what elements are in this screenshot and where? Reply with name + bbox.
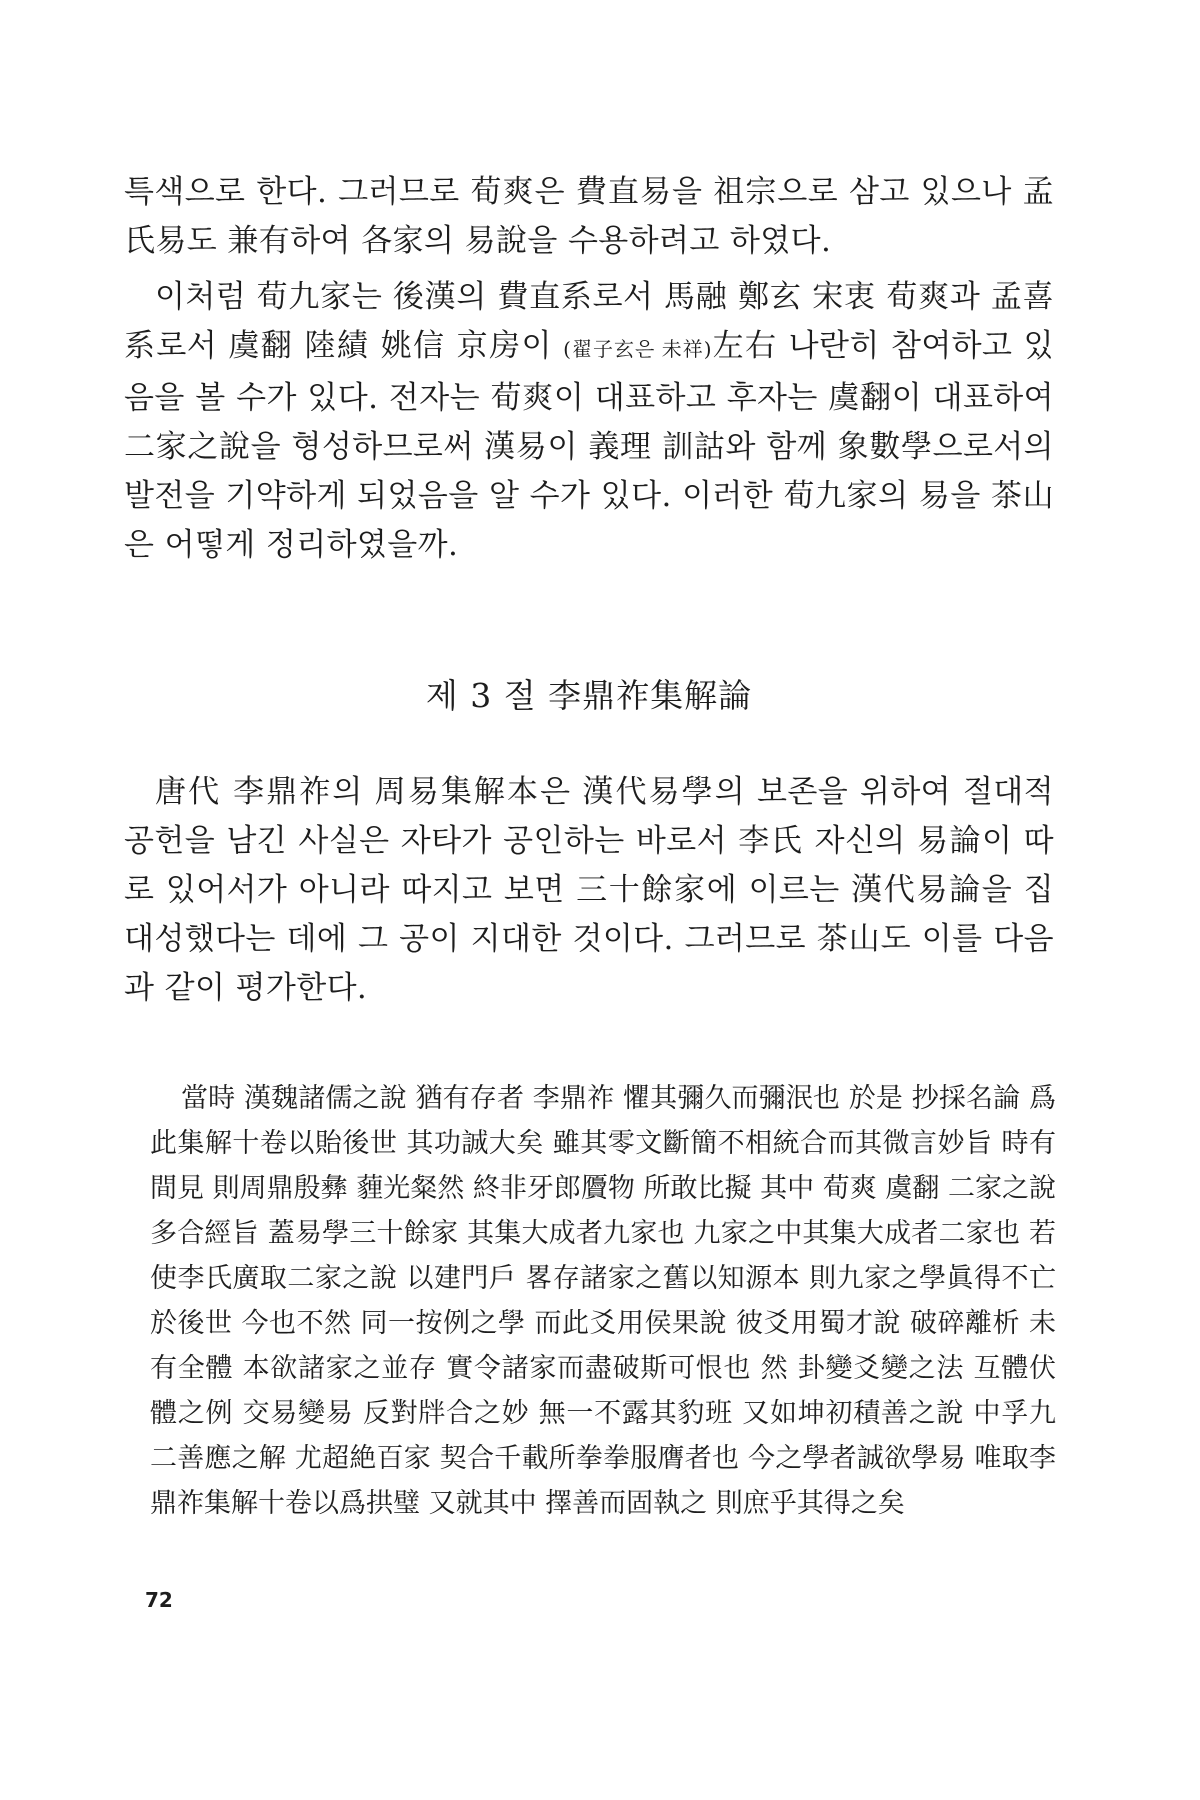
paragraph-3: 唐代 李鼎祚의 周易集解本은 漢代易學의 보존을 위하여 절대적 공헌을 남긴 사실은 자타가 공인하는 바로서 李氏 자신의 易論이 따로 있어서가 아니라 따지고 보면 三十餘家에 이르는 漢代易論을 집대성했다는 데에 그 공이 지대한 것이다. 그러므로 茶山도 이를 다음과 같이 평가한다. — [124, 774, 1054, 1006]
paragraph-continuation — [124, 168, 1054, 266]
block-quotation — [150, 1076, 1056, 1526]
paragraph-2-rest: 左右 나란히 참여하고 있음을 볼 수가 있다. 전자는 荀爽이 대표하고 후자는 虞翻이 대표하여 二家之說을 형성하므로써 漢易이 義理 訓詁와 함께 象數學으로서의 발전을 기약하게 되었음을 알 수가 있다. 이러한 荀九家의 易을 茶山은 어떻게 정리하였을까. — [124, 328, 1054, 563]
paragraph-1: 특색으로 한다. 그러므로 荀爽은 費直易을 祖宗으로 삼고 있으나 孟氏易도 兼有하여 各家의 易說을 수용하려고 하였다. — [124, 174, 1054, 259]
paragraph-2 — [124, 273, 1054, 570]
paragraph-xun-nine-schools — [124, 273, 1054, 570]
section-heading: 제 3 절 李鼎祚集解論 — [425, 676, 753, 715]
paragraph-2-main: 이처럼 荀九家는 後漢의 費直系로서 馬融 鄭玄 宋衷 荀爽과 孟喜系로서 虞翻 陸績 姚信 京房이 — [124, 279, 1054, 364]
paragraph-2-note: (翟子玄은 未祥) — [563, 337, 712, 361]
paragraph-li-dingzuo — [124, 768, 1054, 1013]
page-number: 72 — [145, 1588, 173, 1612]
quotation-text: 當時 漢魏諸儒之說 猶有存者 李鼎祚 懼其彌久而彌泯也 於是 抄採名論 爲此集解十卷以貽後世 其功誠大矣 雖其零文斷簡不相統合而其微言妙旨 時有間見 則周鼎殷彝 薶光粲然 終非牙郎贗物 所敢比擬 其中 荀爽 虞翻 二家之說 多合經旨 蓋易學三十餘家 其集大成者九家也 九家之中其集大成者二家也 若使李氏廣取二家之說 以建門戶 畧存諸家之舊以知源本 則九家之學眞得不亡於後世 今也不然 同一按例之學 而此爻用侯果說 彼爻用蜀才說 破碎離析 未有全體 本欲諸家之並存 實令諸家而盡破斯可恨也 然 卦變爻變之法 互體伏體之例 交易變易 反對牉合之妙 無一不露其豹班 又如坤初積善之說 中孚九二善應之解 尤超絶百家 契合千載所拳拳服膺者也 今之學者誠欲學易 唯取李鼎祚集解十卷以爲拱璧 又就其中 擇善而固執之 則庶乎其得之矣 — [150, 1083, 1056, 1519]
